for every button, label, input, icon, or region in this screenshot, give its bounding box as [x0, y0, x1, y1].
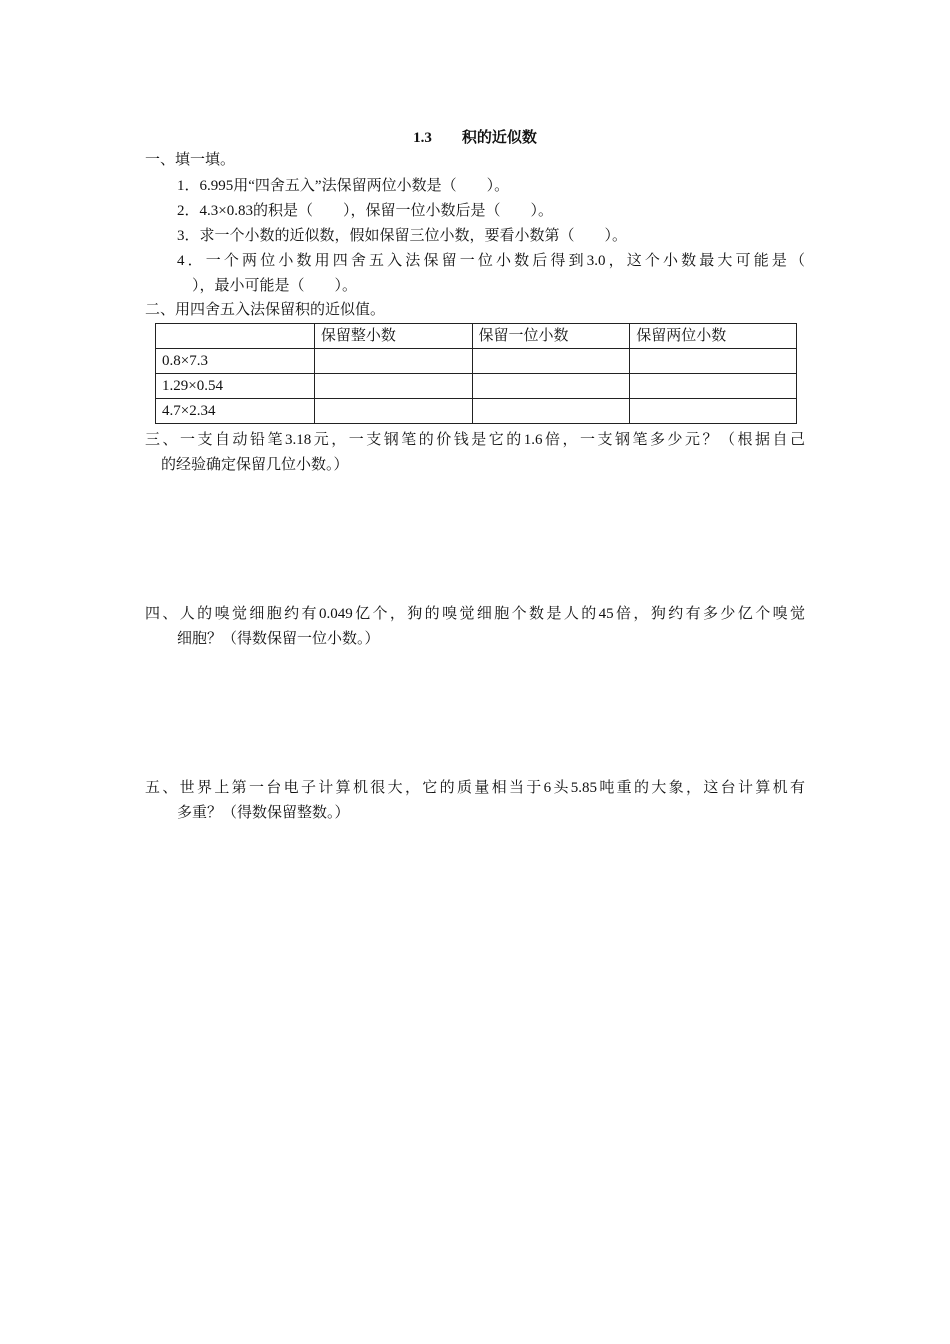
section5-question: 五、世界上第一台电子计算机很大，它的质量相当于6头5.85吨重的大象，这台计算机有 — [145, 780, 805, 796]
table-cell-answer[interactable] — [630, 374, 797, 399]
question-1-4-continued: ），最小可能是（ ）。 — [177, 278, 358, 294]
table-cell-answer[interactable] — [314, 349, 472, 374]
table-cell-expression: 0.8×7.3 — [156, 349, 315, 374]
table-header-cell — [156, 324, 315, 349]
table-cell-answer[interactable] — [472, 374, 630, 399]
page-title — [0, 128, 950, 148]
section4-question: 四、人的嗅觉细胞约有0.049亿个，狗的嗅觉细胞个数是人的45倍，狗约有多少亿个嗅觉 — [145, 606, 805, 622]
table-row — [156, 399, 797, 424]
question-1-3: 3．求一个小数的近似数，假如保留三位小数，要看小数第（ ）。 — [177, 228, 628, 244]
section3-question-continued: 的经验确定保留几位小数。） — [161, 457, 349, 473]
table-cell-answer[interactable] — [630, 399, 797, 424]
table-cell-answer[interactable] — [472, 399, 630, 424]
table-cell-answer[interactable] — [630, 349, 797, 374]
table-cell-answer[interactable] — [314, 374, 472, 399]
title-number: 1.3 — [413, 130, 432, 146]
table-header-row — [156, 324, 797, 349]
table-cell-answer[interactable] — [472, 349, 630, 374]
section5-question-continued: 多重？（得数保留整数。） — [177, 805, 350, 821]
section4-question-continued: 细胞？（得数保留一位小数。） — [177, 631, 380, 647]
table-row — [156, 374, 797, 399]
table-header-cell: 保留两位小数 — [630, 324, 797, 349]
question-1-2: 2．4.3×0.83的积是（ ），保留一位小数后是（ ）。 — [177, 203, 553, 219]
question-1-1: 1．6.995用“四舍五入”法保留两位小数是（ ）。 — [177, 178, 510, 194]
title-text: 积的近似数 — [461, 130, 537, 146]
table-cell-expression: 1.29×0.54 — [156, 374, 315, 399]
approximation-table — [155, 323, 797, 424]
table-row — [156, 349, 797, 374]
section3-question: 三、一支自动铅笔3.18元，一支钢笔的价钱是它的1.6倍，一支钢笔多少元？（根据自己 — [145, 432, 805, 448]
section2-heading: 二、用四舍五入法保留积的近似值。 — [145, 302, 386, 318]
section1-heading: 一、填一填。 — [145, 152, 236, 168]
table-header-cell: 保留一位小数 — [472, 324, 630, 349]
table-header-cell: 保留整小数 — [314, 324, 472, 349]
table-cell-answer[interactable] — [314, 399, 472, 424]
table-cell-expression: 4.7×2.34 — [156, 399, 315, 424]
question-1-4: 4．一个两位小数用四舍五入法保留一位小数后得到3.0，这个小数最大可能是（ — [177, 253, 805, 269]
